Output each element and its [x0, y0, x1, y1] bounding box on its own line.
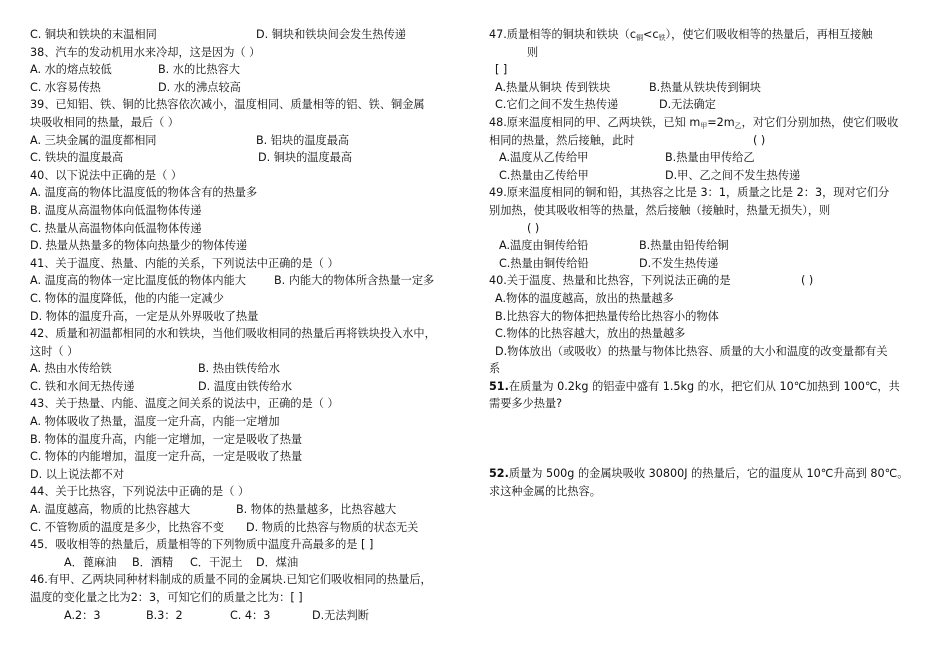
q44-options-ab: [30, 501, 470, 519]
left-column: [30, 26, 470, 624]
q44-option-c: C. 不管物质的温度是多少，比热容不变: [30, 520, 224, 534]
q49-option-a: A.温度由铜传给铅: [499, 239, 589, 253]
q49-options-ab: [489, 237, 919, 255]
q42-stem-line1: 42、质量和初温都相同的水和铁块，当他们吸收相同的热量后再将铁块投入水中，: [30, 327, 436, 341]
q38-option-b: B. 水的比热容大: [158, 63, 240, 77]
q47-option-c: C.它们之间不发生热传递: [495, 98, 619, 112]
q47-option-b: B.热量从铁块传到铜块: [649, 80, 761, 94]
q38-option-c: C. 水容易传热: [30, 80, 101, 94]
q40-option-a: A. 温度高的物体比温度低的物体含有的热量多: [30, 186, 258, 200]
q40-option-b: B. 温度从高温物体向低温物体传递: [30, 203, 202, 217]
q47-less-than: <c: [643, 28, 659, 41]
q42-options-ab: [30, 360, 470, 378]
q45-option-c: C．干泥土: [190, 555, 243, 569]
q39-options-cd: [30, 149, 470, 167]
q49-option-b: B.热量由铅传给铜: [639, 239, 729, 253]
q48-stem-c: ，对它们分别加热，使它们吸收: [741, 115, 899, 129]
q46-options: [30, 607, 470, 625]
q49-stem-line2: 别加热，使其吸收相等的热量，然后接触（接触时，热量无损失），则: [489, 203, 831, 217]
q47-bracket: [ ]: [495, 63, 508, 77]
q50-option-d-line1: D.物体放出（或吸收）的热量与物体比热容、质量的大小和温度的改变量都有关: [495, 344, 888, 358]
q37-options-cd: [30, 26, 470, 44]
q42-option-b: B. 热由铁传给水: [198, 362, 280, 376]
q39-option-a: A. 三块金属的温度都相同: [30, 133, 157, 147]
q51-text-1: 在质量为 0.2kg 的铝壶中盛有 1.5kg 的水，把它们从 10℃加热到 100℃，共: [508, 379, 900, 393]
right-column: [489, 26, 919, 500]
q42-option-c: C. 铁和水间无热传递: [30, 379, 135, 393]
q41-option-a: A. 温度高的物体一定比温度低的物体内能大: [30, 274, 246, 288]
q43-option-b: B. 物体的温度升高，内能一定增加，一定是吸收了热量: [30, 432, 303, 446]
q49-option-c: C.热量由铜传给铅: [499, 256, 589, 270]
q52-line1: [489, 465, 919, 483]
q48-options-ab: [489, 149, 919, 167]
q39-stem-line1: 39、已知铝、铁、铜的比热容依次减小，温度相同、质量相等的铝、铁、铜金属: [30, 98, 425, 112]
q39-option-b: B. 铝块的温度最高: [256, 133, 350, 147]
q52-text-1: 质量为 500g 的金属块吸收 30800J 的热量后，它的温度从 10℃升高到 80℃。: [508, 467, 909, 481]
q47-bracket-line: [489, 61, 919, 79]
q40-option-c: C. 热量从高温物体向低温物体传递: [30, 221, 202, 235]
q42-options-cd: [30, 378, 470, 396]
q43-option-d: D. 以上说法都不对: [30, 467, 125, 481]
q39-options-ab: [30, 132, 470, 150]
q41-options-ab: [30, 272, 470, 290]
q46-option-d: D.无法判断: [312, 608, 369, 622]
q47-options-ab: [489, 79, 919, 97]
q47-stem-ze: 则: [527, 45, 539, 59]
q48-options-cd: [489, 167, 919, 185]
q49-options-cd: [489, 255, 919, 273]
q41-option-c: C. 物体的温度降低，他的内能一定减少: [30, 291, 224, 305]
q41-stem: 41、关于温度、热量、内能的关系，下列说法中正确的是（ ）: [30, 256, 339, 270]
q50-stem-line: [489, 272, 919, 290]
answer-space: [489, 413, 919, 465]
q48-stem-b: =2m: [707, 115, 735, 129]
q48-sub-jia: 甲: [700, 121, 708, 130]
q48-stem-a: 48.原来温度相同的甲、乙两块铁，已知 m: [489, 115, 701, 129]
q46-option-c: C. 4：3: [230, 608, 271, 622]
q43-stem: 43、关于热量、内能、温度之间关系的说法中，正确的是（ ）: [30, 397, 339, 411]
q40-stem: 40、以下说法中正确的是（ ）: [30, 168, 183, 182]
q47-stem-end: ），使它们吸收相等的热量后，再相互接触: [665, 28, 873, 41]
q44-option-d: D. 物质的比热容与物质的状态无关: [246, 520, 419, 534]
q44-option-a: A. 温度越高，物质的比热容越大: [30, 503, 191, 517]
q40-option-d: D. 热量从热量多的物体向热量少的物体传递: [30, 239, 248, 253]
q48-stem-line2: [489, 132, 919, 150]
q46-option-a: A.2：3: [64, 608, 101, 622]
q49-paren: ( ): [527, 221, 540, 235]
q45-option-a: A．蓖麻油: [64, 555, 117, 569]
q51-line2: 需要多少热量?: [489, 397, 563, 411]
q45-stem: 45．吸收相等的热量后，质量相等的下列物质中温度升高最多的是 [ ]: [30, 538, 374, 552]
q45-option-b: B．酒精: [132, 555, 174, 569]
q47-stem-line2: [489, 44, 919, 62]
q47-stem-start: 47.质量相等的铜块和铁块（c: [489, 28, 637, 41]
q39-option-d: D. 铜块的温度最高: [258, 151, 353, 165]
q48-option-d: D.甲、乙之间不发生热传递: [665, 168, 801, 182]
q50-stem: 40.关于温度、热量和比热容，下列说法正确的是: [489, 274, 731, 288]
q48-stem-2: 相同的热量，然后接触，此时: [489, 133, 635, 147]
q46-option-b: B.3：2: [146, 608, 183, 622]
q46-stem-line2: 温度的变化量之比为2：3，可知它们的质量之比为：[ ]: [30, 591, 303, 604]
q38-options-ab: [30, 61, 470, 79]
q44-option-b: B. 物体的热量越多，比热容越大: [236, 503, 397, 517]
q43-option-c: C. 物体的内能增加，温度一定升高，一定是吸收了热量: [30, 450, 303, 464]
q39-option-c: C. 铁块的温度最高: [30, 151, 124, 165]
q50-paren: ( ): [801, 274, 814, 288]
q43-option-a: A. 物体吸收了热量，温度一定升高，内能一定增加: [30, 415, 280, 429]
q47-option-d: D.无法确定: [659, 98, 716, 112]
q41-option-d: D. 物体的温度升高，一定是从外界吸收了热量: [30, 309, 259, 323]
q50-option-d-line2: 系: [489, 362, 501, 376]
q52-line2: 求这种金属的比热容。: [489, 484, 601, 498]
q42-option-a: A. 热由水传给铁: [30, 362, 112, 376]
q49-option-d: D.不发生热传递: [639, 256, 719, 270]
q51-number: 51.: [489, 379, 509, 393]
q47-option-a: A.热量从铜块 传到铁块: [495, 80, 611, 94]
q44-options-cd: [30, 519, 470, 537]
q49-stem-line1: 49.原来温度相同的铜和铅，其热容之比是 3：1，质量之比是 2：3，现对它们分: [489, 186, 890, 200]
q49-paren-line: [489, 220, 919, 238]
q48-option-b: B.热量由甲传给乙: [665, 151, 755, 165]
q37-option-c: C. 铜块和铁块的末温相同: [30, 28, 157, 41]
q50-option-b: B.比热容大的物体把热量传给比热容小的物体: [495, 309, 719, 323]
q48-paren: ( ): [753, 133, 766, 147]
q52-number: 52.: [489, 467, 509, 481]
q38-options-cd: [30, 79, 470, 97]
q48-sub-yi: 乙: [734, 121, 742, 130]
q38-stem: 38、汽车的发动机用水来冷却，这是因为（ ）: [30, 45, 261, 59]
q37-option-d: D. 铜块和铁块间会发生热传递: [256, 28, 406, 41]
q50-option-a: A.物体的温度越高，放出的热量越多: [495, 291, 674, 305]
q41-option-b: B. 内能大的物体所含热量一定多: [274, 274, 435, 288]
q42-option-d: D. 温度由铁传给水: [198, 379, 293, 393]
q45-option-d: D．煤油: [256, 555, 299, 569]
q48-stem-line1: [489, 114, 919, 132]
q46-stem-line1: 46.有甲、乙两块同种材料制成的质量不同的金属块.已知它们吸收相同的热量后，: [30, 573, 432, 587]
q39-stem-line2: 块吸收相同的热量，最后（ ）: [30, 115, 179, 129]
q38-option-a: A. 水的熔点较低: [30, 63, 112, 77]
q47-options-cd: [489, 96, 919, 114]
q47-sub-iron: 铁: [658, 34, 666, 42]
q48-option-a: A.温度从乙传给甲: [499, 151, 589, 165]
q48-option-c: C.热量由乙传给甲: [499, 168, 589, 182]
q47-stem-line1: [489, 26, 919, 44]
q42-stem-line2: 这时（ ）: [30, 344, 79, 358]
q47-sub-copper: 铜: [636, 34, 644, 42]
q51-line1: [489, 378, 919, 396]
q45-options: [30, 554, 470, 572]
q50-option-c: C.物体的比热容越大，放出的热量越多: [495, 327, 686, 341]
q38-option-d: D. 水的沸点较高: [158, 80, 241, 94]
q44-stem: 44、关于比热容，下列说法中正确的是（ ）: [30, 485, 250, 499]
